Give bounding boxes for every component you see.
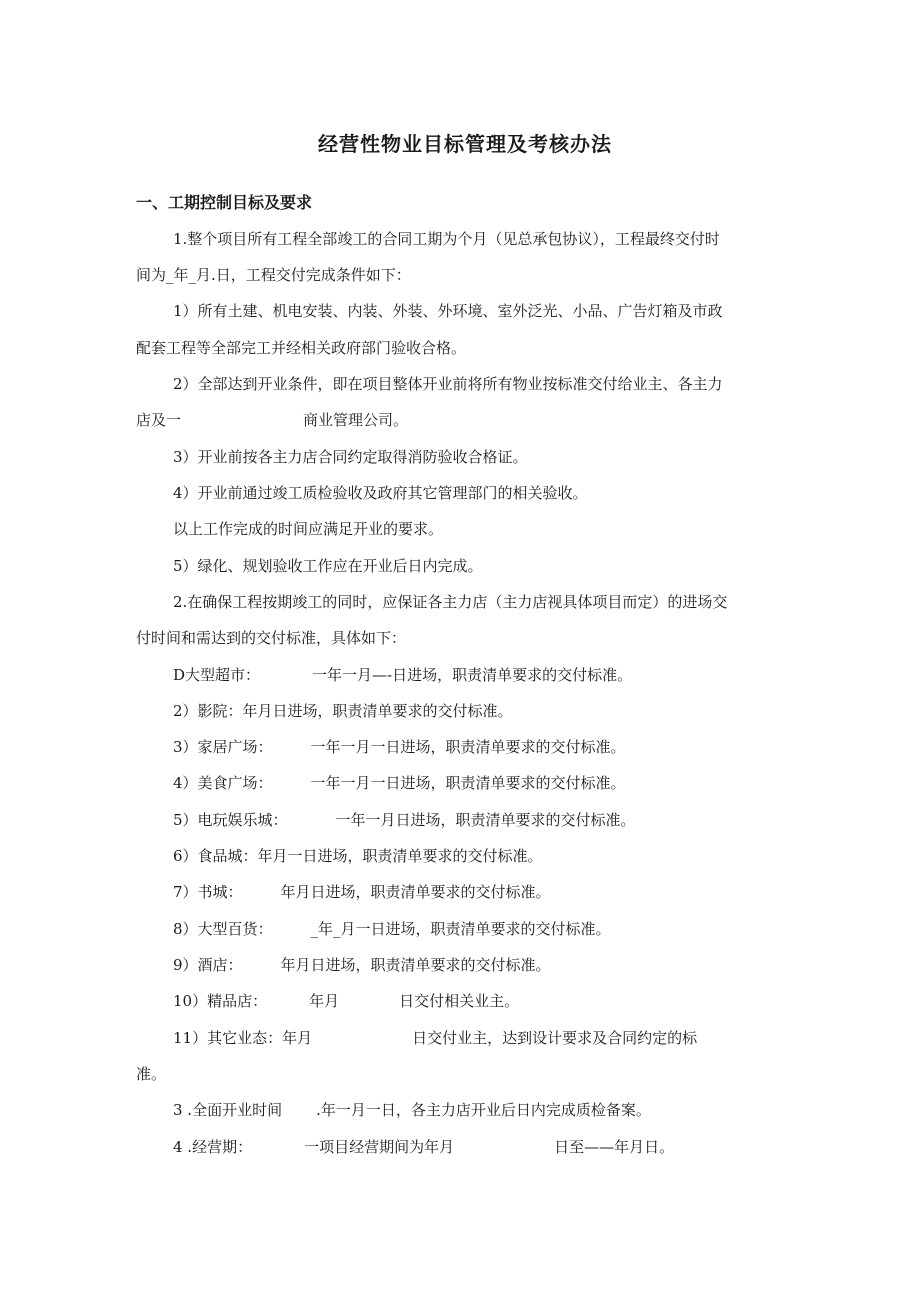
paragraph-1-line-1: 1.整个项目所有工程全部竣工的合同工期为个月（见总承包协议），工程最终交付时 [173,230,720,248]
store-item-3-text: 一年一月一日进场，职责清单要求的交付标准。 [310,738,626,756]
paragraph-3-label: 3 .全面开业时间 [173,1101,283,1119]
item-5: 5）绿化、规划验收工作应在开业后日内完成。 [173,557,483,575]
item-4-note: 以上工作完成的时间应满足开业的要求。 [173,520,444,538]
store-item-7-label: 7）书城： [173,883,243,901]
store-item-5 [173,809,636,830]
item-2-line-1: 2）全部达到开业条件，即在项目整体开业前将所有物业按标准交付给业主、各主力 [173,375,723,393]
paragraph-4-text: 一项目经营期间为年月 [304,1138,455,1156]
item-4: 4）开业前通过竣工质检验收及政府其它管理部门的相关验收。 [173,484,588,502]
store-item-1-label: D大型超市： [173,666,261,684]
store-item-1-text: 一年一月—-日进场，职责清单要求的交付标准。 [312,666,633,684]
store-item-8 [173,918,611,939]
item-2-line-2-end: 商业管理公司。 [303,411,409,429]
paragraph-3-text: .年一月一日，各主力店开业后日内完成质检备案。 [316,1101,651,1119]
store-item-4-label: 4）美食广场： [173,774,273,792]
store-item-10 [173,990,519,1011]
store-item-6: 6）食品城：年月一日进场，职责清单要求的交付标准。 [173,847,543,865]
store-item-9 [173,954,551,975]
store-item-4 [173,772,626,793]
paragraph-4-date: 日至——年月日。 [554,1138,675,1156]
store-item-7 [173,881,551,902]
store-item-5-label: 5）电玩娱乐城： [173,811,288,829]
store-item-3 [173,736,626,757]
store-item-11-label: 11）其它业态：年月 [173,1029,313,1047]
store-item-10-date: 年月 [309,992,340,1010]
page-title: 经营性物业目标管理及考核办法 [318,132,612,156]
item-1-line-2: 配套工程等全部完工并经相关政府部门验收合格。 [136,339,467,357]
item-2-line-2 [136,409,408,430]
store-item-11-line-2: 准。 [136,1065,167,1083]
store-item-11-text: 日交付业主，达到设计要求及合同约定的标 [412,1029,698,1047]
item-1-line-1: 1）所有土建、机电安装、内装、外装、外环境、室外泛光、小品、广告灯箱及市政 [173,302,723,320]
store-item-4-text: 一年一月一日进场，职责清单要求的交付标准。 [310,774,626,792]
paragraph-2-line-2: 付时间和需达到的交付标准，具体如下： [136,629,407,647]
store-item-7-text: 年月日进场，职责清单要求的交付标准。 [280,883,551,901]
item-2-line-2-start: 店及一 [136,411,182,429]
paragraph-4 [173,1136,674,1157]
store-item-1 [173,664,632,685]
store-item-9-label: 9）酒店： [173,956,243,974]
paragraph-1-line-2: 间为_年_月.日，工程交付完成条件如下： [136,266,411,284]
section-heading: 一、工期控制目标及要求 [136,193,313,212]
store-item-10-text: 日交付相关业主。 [399,992,520,1010]
store-item-5-text: 一年一月日进场，职责清单要求的交付标准。 [335,811,636,829]
store-item-2: 2）影院：年月日进场，职责清单要求的交付标准。 [173,702,513,720]
paragraph-3 [173,1099,651,1120]
paragraph-2-line-1: 2.在确保工程按期竣工的同时，应保证各主力店（主力店视具体项目而定）的进场交 [173,593,728,611]
store-item-8-text: _年_月一日进场，职责清单要求的交付标准。 [310,920,611,938]
store-item-3-label: 3）家居广场： [173,738,273,756]
store-item-8-label: 8）大型百货： [173,920,273,938]
store-item-9-text: 年月日进场，职责清单要求的交付标准。 [280,956,551,974]
paragraph-4-label: 4 .经营期： [173,1138,253,1156]
item-3: 3）开业前按各主力店合同约定取得消防验收合格证。 [173,448,528,466]
store-item-10-label: 10）精品店： [173,992,268,1010]
store-item-11 [173,1027,697,1048]
